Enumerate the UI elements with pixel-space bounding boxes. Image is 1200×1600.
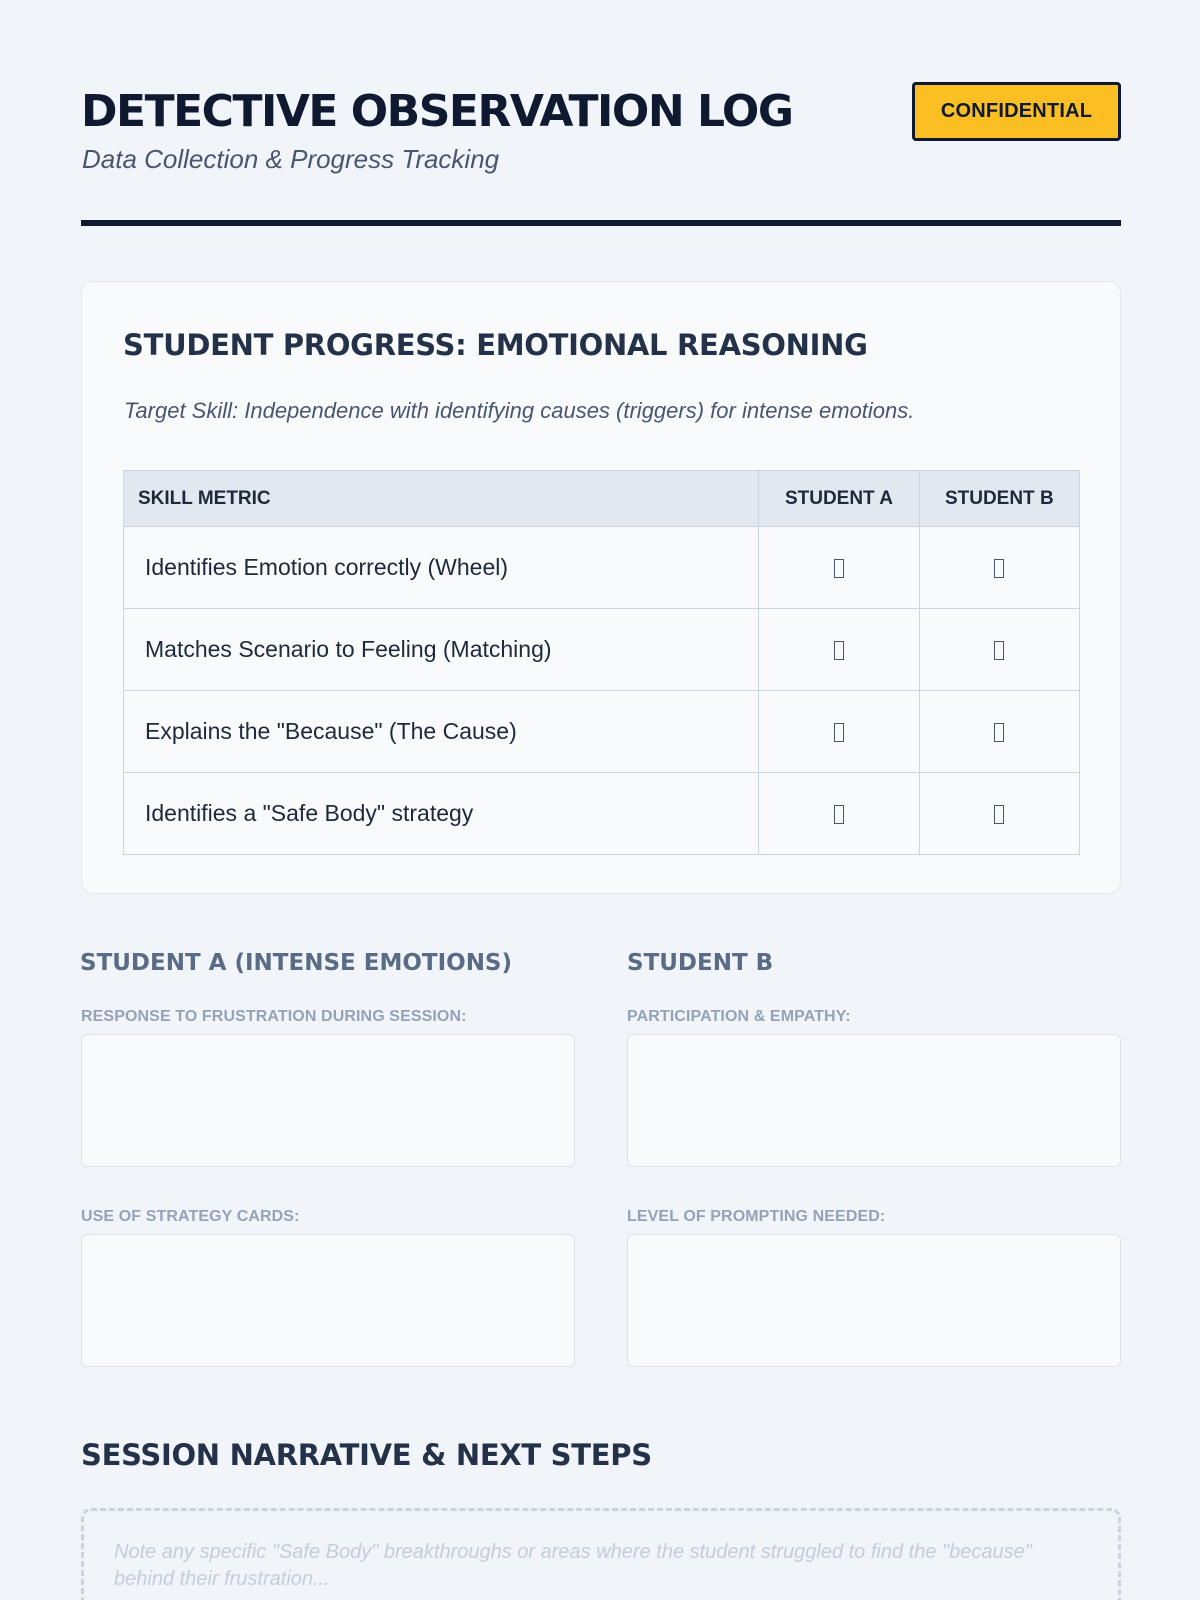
header xyxy=(81,82,1121,228)
page-subtitle: Data Collection & Progress Tracking xyxy=(82,144,500,174)
student-b-heading: STUDENT B xyxy=(627,950,774,976)
table-row xyxy=(124,527,1080,609)
student-a-cell xyxy=(759,691,919,773)
student-a-cell xyxy=(759,773,919,855)
confidential-badge: CONFIDENTIAL xyxy=(912,82,1121,141)
checkbox-icon[interactable] xyxy=(994,805,1004,824)
narrative-title: SESSION NARRATIVE & NEXT STEPS xyxy=(81,1438,652,1472)
student-a-cell xyxy=(759,527,919,609)
student-a-strategy-label: USE OF STRATEGY CARDS: xyxy=(81,1208,300,1225)
table-row xyxy=(124,691,1080,773)
checkbox-icon[interactable] xyxy=(994,559,1004,578)
student-a-heading: STUDENT A (INTENSE EMOTIONS) xyxy=(80,950,513,976)
student-b-participation-label: PARTICIPATION & EMPATHY: xyxy=(627,1008,851,1025)
header-divider xyxy=(81,220,1121,226)
student-b-prompting-label: LEVEL OF PROMPTING NEEDED: xyxy=(627,1208,886,1225)
student-b-participation-field[interactable] xyxy=(627,1034,1121,1167)
page-title: DETECTIVE OBSERVATION LOG xyxy=(81,86,793,137)
checkbox-icon[interactable] xyxy=(834,559,844,578)
student-a-frustration-label: RESPONSE TO FRUSTRATION DURING SESSION: xyxy=(81,1008,467,1025)
checkbox-icon[interactable] xyxy=(834,805,844,824)
target-skill: Target Skill: Independence with identifying causes (triggers) for intense emotions. xyxy=(124,398,915,423)
student-a-strategy-field[interactable] xyxy=(81,1234,575,1367)
column-header-skill-metric: SKILL METRIC xyxy=(124,471,759,527)
checkbox-icon[interactable] xyxy=(834,723,844,742)
progress-title: STUDENT PROGRESS: EMOTIONAL REASONING xyxy=(123,328,868,362)
metric-label: Identifies Emotion correctly (Wheel) xyxy=(124,527,759,609)
metric-label: Matches Scenario to Feeling (Matching) xyxy=(124,609,759,691)
metric-label: Identifies a "Safe Body" strategy xyxy=(124,773,759,855)
column-header-student-b: STUDENT B xyxy=(919,471,1079,527)
student-b-cell xyxy=(919,527,1079,609)
checkbox-icon[interactable] xyxy=(994,723,1004,742)
student-b-cell xyxy=(919,609,1079,691)
table-row xyxy=(124,609,1080,691)
narrative-placeholder: Note any specific "Safe Body" breakthroughs or areas where the student struggled to find the "because" behind their frustration... xyxy=(114,1541,1032,1590)
progress-card xyxy=(81,281,1121,894)
student-a-cell xyxy=(759,609,919,691)
metric-label: Explains the "Because" (The Cause) xyxy=(124,691,759,773)
student-b-cell xyxy=(919,773,1079,855)
table-row xyxy=(124,773,1080,855)
narrative-textarea[interactable] xyxy=(81,1508,1121,1600)
student-b-prompting-field[interactable] xyxy=(627,1234,1121,1367)
skill-metrics-table xyxy=(123,470,1080,855)
checkbox-icon[interactable] xyxy=(834,641,844,660)
checkbox-icon[interactable] xyxy=(994,641,1004,660)
student-b-cell xyxy=(919,691,1079,773)
student-a-frustration-field[interactable] xyxy=(81,1034,575,1167)
table-header-row xyxy=(124,471,1080,527)
column-header-student-a: STUDENT A xyxy=(759,471,919,527)
